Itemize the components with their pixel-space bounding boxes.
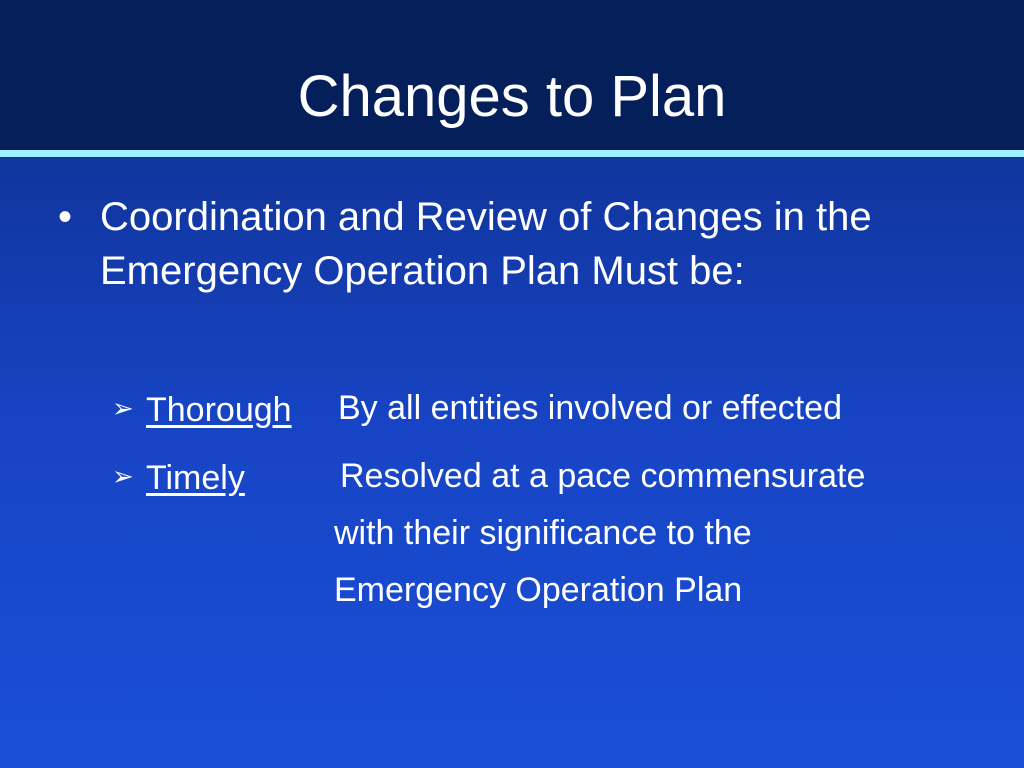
arrow-bullet-icon: ➢ [112, 461, 134, 491]
title-divider [0, 150, 1024, 157]
sub-item-timely [112, 448, 866, 609]
sub-item-term: Thorough [146, 391, 292, 429]
arrow-bullet-icon: ➢ [112, 393, 134, 423]
sub-item-description: By all entities involved or effected [338, 389, 842, 427]
slide-title: Changes to Plan [297, 64, 727, 129]
sub-item-description: Resolved at a pace commensurate with their significance to the Emergency Operation Plan [334, 457, 866, 609]
sub-item-term: Timely [146, 459, 245, 497]
main-bullet-text: Coordination and Review of Changes in the Emergency Operation Plan Must be: [100, 195, 872, 293]
sub-item-thorough [112, 380, 842, 439]
bullet-marker: • [58, 195, 73, 239]
